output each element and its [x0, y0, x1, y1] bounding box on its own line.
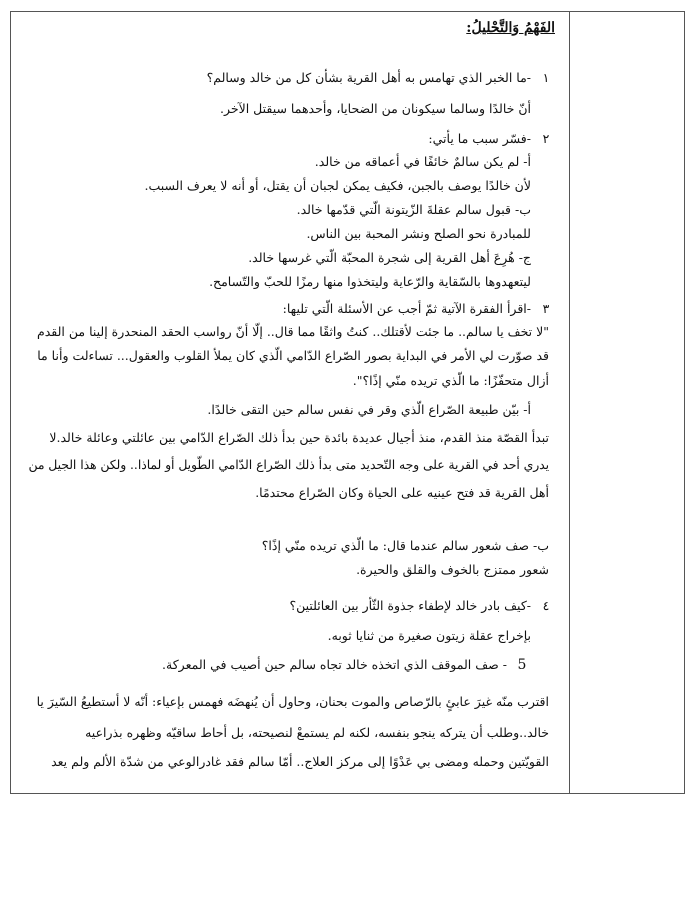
passage-line: قد صوّرت لي الأمر في البداية بصور الصّراع الدّامي الّذي كان يملأ القلوب والعقول... تساءلت وأنا ما: [37, 348, 549, 363]
answer-5-line: القويّتين وحمله ومضى بي عَدْوًا إلى مركز العلاج.. أمّا سالم فقد غادرالوعي من شدّة الألم ولم يعد: [51, 754, 549, 769]
question-text: -ما الخبر الذي تهامس به أهل القرية بشأن كل من خالد وسالم؟: [206, 70, 531, 85]
question-4: [289, 596, 555, 616]
question-text: - صف الموقف الذي اتخذه خالد تجاه سالم حين أصيب في المعركة.: [162, 657, 507, 672]
question-number: 5: [517, 657, 527, 673]
question-1: [207, 68, 555, 88]
question-number: ٣: [542, 301, 550, 316]
question-number: ١: [542, 70, 550, 85]
answer-4: بإخراج عقلة زيتون صغيرة من ثنايا ثوبه.: [327, 628, 531, 643]
question-2: [428, 129, 555, 149]
question-text: -اقرأ الفقرة الآتية ثمّ أجب عن الأسئلة الّتي تليها:: [282, 301, 531, 316]
question-text: -فسّر سبب ما يأتي:: [428, 131, 531, 146]
answer-3b: شعور ممتزج بالخوف والقلق والحيرة.: [356, 562, 549, 577]
answer-3a-line: تبدأ القصّة منذ القدم، منذ أجيال عديدة بائدة حين بدأ ذلك الصّراع الدّامي بين عائلتي وعائلة خالد.لا: [49, 430, 549, 445]
answer-2a: لأن خالدًا يوصف بالجبن، فكيف يمكن لجبان أن يقتل، أو أنه لا يعرف السبب.: [144, 178, 531, 193]
answer-2c: ليتعهدوها بالسّقاية والرّعاية وليتخذوا منها رمزًا للحبّ والتّسامح.: [209, 274, 531, 289]
question-number: ٤: [542, 598, 550, 613]
question-3a: أ- بيّن طبيعة الصّراع الّذي وقر في نفس سالم حين التقى خالدًا.: [207, 402, 531, 417]
question-3: [283, 299, 555, 319]
answer-5-line: اقترب منّه غيرَ عابئٍ بالرّصاص والموت بحنان، وحاول أن يُنهضَه فهمس بإعياء: أنّه لا أستطيعُ السّيرَ يا: [36, 694, 549, 709]
question-2b: ب- قبول سالم عقلةَ الزّيتونة الّتي قدّمها خالد.: [296, 202, 531, 217]
answer-3a-line: أهل القرية قد فتح عينيه على الحياة وكان الصّراع محتدمًا.: [255, 485, 549, 500]
answer-2b: للمبادرة نحو الصلح ونشر المحبة بين الناس.: [306, 226, 531, 241]
worksheet-content: [19, 12, 561, 793]
answer-1: أنّ خالدًا وسالما سيكونان من الضحايا، وأحدهما سيقتل الآخر.: [219, 101, 531, 116]
answer-5-line: خالد..وطلب أن يتركه ينجو بنفسه، لكنه لم يستمعْ لنصيحته، بل أحاط ساقيّه وظهره بذراعيه: [85, 725, 549, 740]
question-5: [162, 655, 531, 675]
passage-line: "لا تخف يا سالم.. ما جئت لأقتلك.. كنتُ واثقًا مما قال.. إلّا أنّ رواسب الحقد المنحدرة إلينا من القدم: [37, 324, 549, 339]
section-title: الفَهْمُ وَالتَّحْليلُ:: [466, 20, 555, 36]
passage-line: أزال متحفّزًا: ما الّذي تريده منّي إذًا؟".: [352, 373, 549, 388]
worksheet-frame: [10, 11, 685, 794]
question-text: -كيف بادر خالد لإطفاء جذوة الثّأر بين العائلتين؟: [289, 598, 531, 613]
question-number: ٢: [542, 131, 550, 146]
margin-column-divider: [569, 12, 570, 793]
answer-3a-line: يدري أحد في القرية على وجه التّحديد متى بدأ ذلك الصّراع الدّامي الطّويل أو لماذا.. ولكن هذا الجيل من: [28, 458, 549, 472]
question-2c: ج- هُرِعَ أهل القرية إلى شجرة المحبّة الّتي غرسها خالد.: [248, 250, 531, 265]
question-3b: ب- صف شعور سالم عندما قال: ما الّذي تريده منّي إذًا؟: [261, 538, 549, 553]
question-2a: أ- لم يكن سالمٌ خائفًا في أعماقه من خالد.: [314, 154, 531, 169]
